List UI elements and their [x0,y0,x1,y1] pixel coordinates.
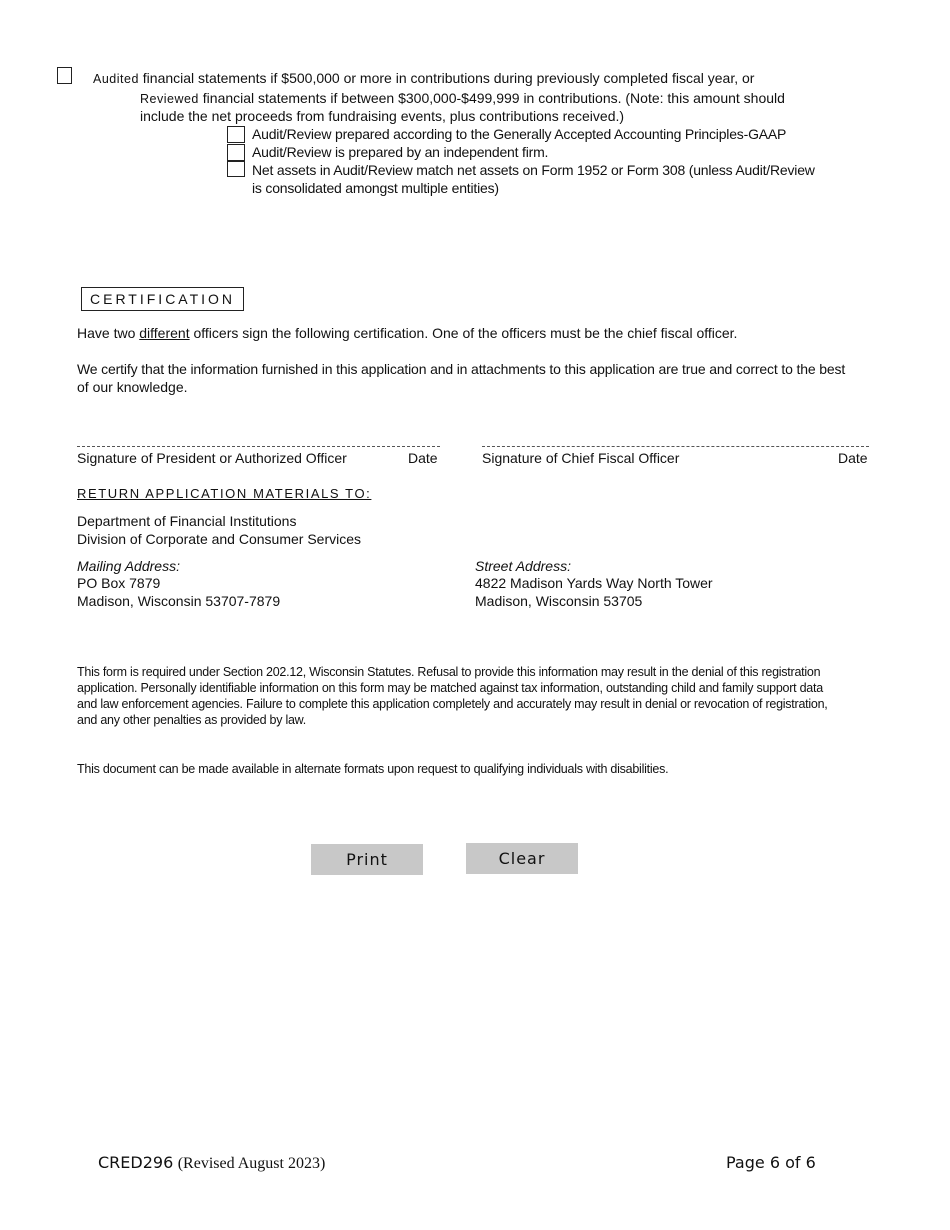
certification-instructions [77,324,737,342]
independent-firm-label: Audit/Review is prepared by an independent firm. [252,144,549,160]
gaap-checkbox[interactable] [227,126,245,143]
audited-financial-statements-checkbox[interactable] [57,67,72,84]
division-name: Division of Corporate and Consumer Services [77,531,362,547]
notice-line2: application. Personally identifiable information on this form may be matched against tax information, outstanding child and family support data [77,681,823,695]
instr-post: officers sign the following certification. One of the officers must be the chief fiscal officer. [189,325,738,341]
form-code: CRED296 [98,1153,174,1172]
president-date-label: Date [408,450,438,466]
mailing-address-label: Mailing Address: [77,558,180,574]
notice-line3: and law enforcement agencies. Failure to complete this application completely and accurately may result in denial or revocation of registration, [77,697,828,711]
cfo-signature-line[interactable] [482,446,869,447]
cfo-date-label: Date [838,450,868,466]
certification-statement-line2: of our knowledge. [77,379,188,395]
audited-line [93,69,754,88]
alternate-formats-notice: This document can be made available in alternate formats upon request to qualifying individuals with disabilities. [77,762,669,776]
president-signature-line[interactable] [77,446,440,447]
president-signature-label: Signature of President or Authorized Officer [77,450,347,466]
page-number: Page 6 of 6 [726,1153,816,1172]
independent-firm-checkbox[interactable] [227,144,245,161]
reviewed-line [140,89,785,108]
mailing-address-line1: PO Box 7879 [77,575,161,591]
cfo-signature-label: Signature of Chief Fiscal Officer [482,450,680,466]
street-address-line1: 4822 Madison Yards Way North Tower [475,575,713,591]
clear-button[interactable]: Clear [466,843,578,874]
audited-line-text: financial statements if $500,000 or more in contributions during previously completed fiscal year, or [142,70,755,86]
reviewed-line-text: financial statements if between $300,000-$499,999 in contributions. (Note: this amount should [202,90,785,106]
notice-line1: This form is required under Section 202.12, Wisconsin Statutes. Refusal to provide this information may result in the denial of this registration [77,665,821,679]
form-id [98,1153,325,1173]
street-address-line2: Madison, Wisconsin 53705 [475,593,643,609]
notice-line4: and any other penalties as provided by law. [77,713,306,727]
revised-date: (Revised August 2023) [177,1155,326,1172]
net-assets-label-cont: is consolidated amongst multiple entities) [252,180,499,196]
certification-statement-line1: We certify that the information furnished in this application and in attachments to this application are true and correct to the best [77,361,846,377]
print-button[interactable]: Print [311,844,423,875]
certification-heading: CERTIFICATION [81,287,244,311]
return-materials-heading: RETURN APPLICATION MATERIALS TO: [77,486,372,501]
net-assets-label: Net assets in Audit/Review match net assets on Form 1952 or Form 308 (unless Audit/Review [252,162,815,178]
dept-name: Department of Financial Institutions [77,513,297,529]
street-address-label: Street Address: [475,558,571,574]
audited-label: Audited [93,72,139,86]
net-assets-checkbox[interactable] [227,161,245,177]
instr-different: different [139,325,190,341]
reviewed-label: Reviewed [140,92,199,106]
mailing-address-line2: Madison, Wisconsin 53707-7879 [77,593,281,609]
note-line: include the net proceeds from fundraising events, plus contributions received.) [140,108,625,124]
instr-pre: Have two [77,325,140,341]
gaap-label: Audit/Review prepared according to the Generally Accepted Accounting Principles-GAAP [252,126,787,142]
